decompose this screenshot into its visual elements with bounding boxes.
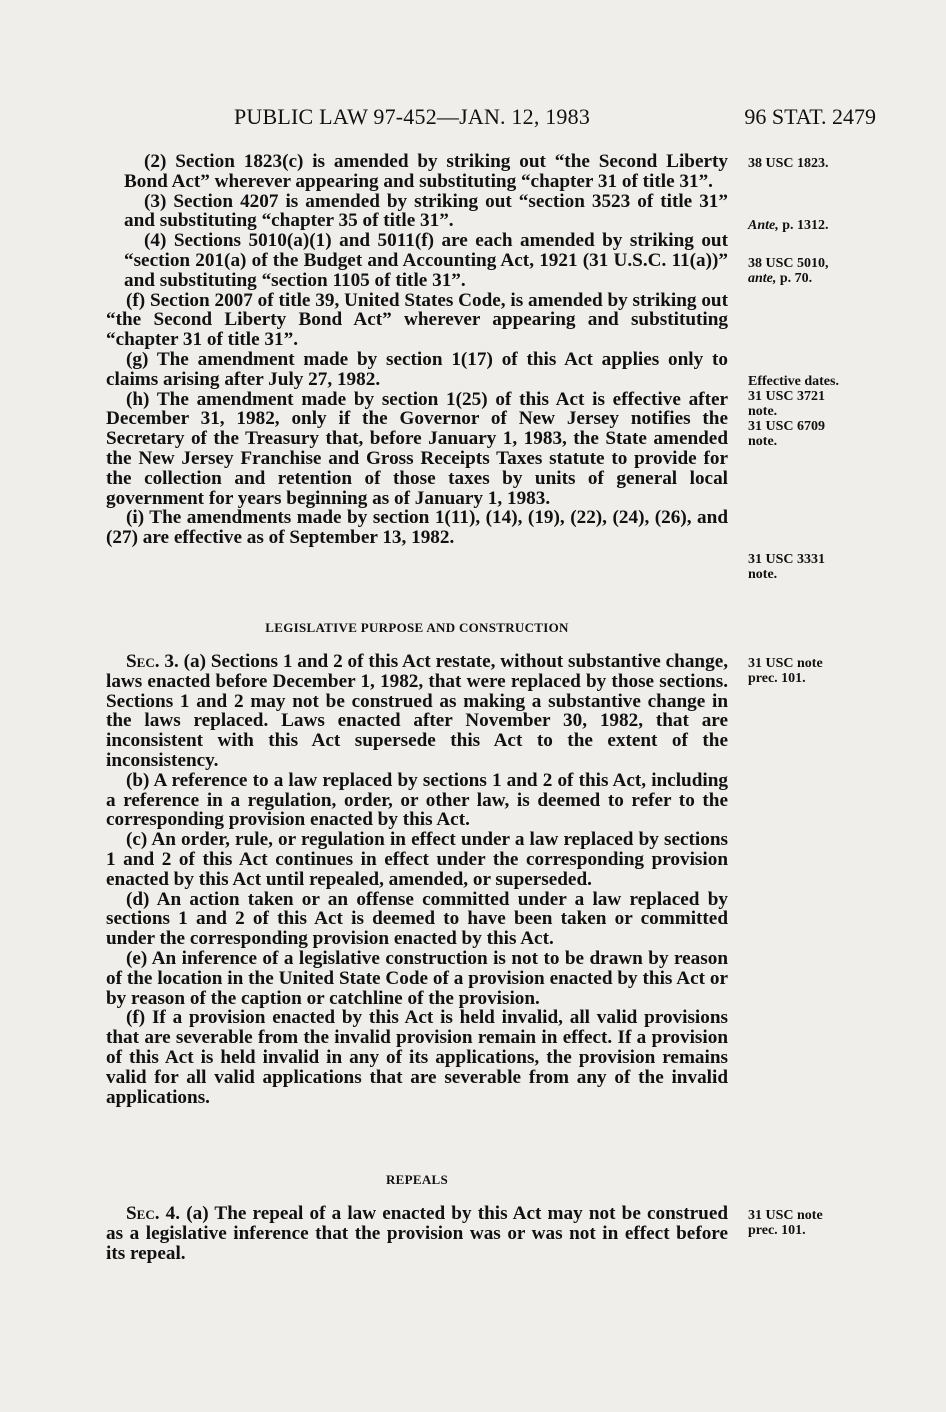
margin-note-text: prec. 101. <box>748 671 806 686</box>
section-3-a <box>106 652 728 771</box>
section-3-d: (d) An action taken or an offense committed under a law replaced by sections 1 and 2 of this Act is deemed to have been taken or committed under the corresponding provision enacted by this Act. <box>106 888 728 950</box>
body-text-section-3 <box>106 652 728 1107</box>
body-text-upper <box>106 152 728 548</box>
margin-note-text: 38 USC 5010, <box>748 256 829 271</box>
section-3-b: (b) A reference to a law replaced by sections 1 and 2 of this Act, including a reference in a regulation, order, or other law, is deemed to refer to the corresponding provision enacted by this Act. <box>106 769 728 831</box>
page-header <box>106 104 876 134</box>
margin-note-text: note. <box>748 434 778 449</box>
margin-note-ante-1312 <box>748 218 829 233</box>
margin-note-31-usc-3331 <box>748 552 825 582</box>
header-title: PUBLIC LAW 97-452—JAN. 12, 1983 <box>234 104 591 129</box>
body-text-section-4 <box>106 1204 728 1263</box>
margin-note-text: note. <box>748 567 778 582</box>
margin-note-ante: ante, <box>748 271 777 286</box>
section-3-a-text: (a) Sections 1 and 2 of this Act restate, without substantive change, laws enacted before December 1, 1982, that were replaced by those sections. Sections 1 and 2 may not be construed as making a substantive change in the laws replaced. Laws enacted after November 30, 1982, that are inconsistent with this Act supersede this Act to the extent of the inconsistency. <box>106 651 729 771</box>
subsection-h: (h) The amendment made by section 1(25) of this Act is effective after December 31, 1982, only if the Governor of New Jersey notifies the Secretary of the Treasury that, before January 1, 1983, the State amended the New Jersey Franchise and Gross Receipts Taxes statute to provide for the collection and retention of those taxes by units of general local government for years beginning as of January 1, 1983. <box>106 388 728 509</box>
margin-note-text: 38 USC 1823. <box>748 156 829 171</box>
margin-note-text: prec. 101. <box>748 1223 806 1238</box>
margin-note-text: 31 USC note <box>748 656 823 671</box>
margin-note-38-usc-1823 <box>748 156 829 171</box>
subsection-g: (g) The amendment made by section 1(17) of this Act applies only to claims arising after July 27, 1982. <box>106 348 728 390</box>
margin-note-sec-4 <box>748 1208 823 1238</box>
margin-note-sec-3 <box>748 656 823 686</box>
margin-note-effective-dates <box>748 374 839 449</box>
margin-note-text: Effective dates. <box>748 374 839 389</box>
paragraph-3: (3) Section 4207 is amended by striking out “section 3523 of title 31” and substituting “chapter 35 of title 31”. <box>124 190 728 232</box>
section-3-label: Sec. 3. <box>126 651 179 672</box>
margin-note-text: 31 USC 6709 <box>748 419 826 434</box>
margin-note-ante: Ante, <box>748 218 779 233</box>
margin-note-line <box>748 218 829 233</box>
margin-note-text: 31 USC 3721 <box>748 389 826 404</box>
subsection-i: (i) The amendments made by section 1(11), (14), (19), (22), (24), (26), and (27) are effective as of September 13, 1982. <box>106 507 728 549</box>
margin-note-38-usc-5010 <box>748 256 829 286</box>
margin-note-page: p. 1312. <box>782 218 829 233</box>
section-3-c: (c) An order, rule, or regulation in effect under a law replaced by sections 1 and 2 of this Act continues in effect under the corresponding provision enacted by this Act until repealed, amended, or superseded. <box>106 829 728 890</box>
header-stat-citation: 96 STAT. 2479 <box>744 104 876 129</box>
section-4-a-text: (a) The repeal of a law enacted by this Act may not be construed as a legislative inference that the provision was or was not in effect before its repeal. <box>106 1203 729 1264</box>
margin-note-text: 31 USC note <box>748 1208 823 1223</box>
subsection-f: (f) Section 2007 of title 39, United States Code, is amended by striking out “the Second Liberty Bond Act” wherever appearing and substituting “chapter 31 of title 31”. <box>106 289 728 351</box>
margin-note-line <box>748 271 829 286</box>
section-4-heading: REPEALS <box>385 1172 449 1187</box>
paragraph-4: (4) Sections 5010(a)(1) and 5011(f) are each amended by striking out “section 201(a) of the Budget and Accounting Act, 1921 (31 U.S.C. 11(a))” and substituting “section 1105 of title 31”. <box>124 230 728 291</box>
section-3-e: (e) An inference of a legislative construction is not to be drawn by reason of the location in the United State Code of a provision enacted by this Act or by reason of the caption or catchline of the provision. <box>106 947 728 1009</box>
section-3-f: (f) If a provision enacted by this Act is held invalid, all valid provisions that are severable from the invalid provision remain in effect. If a provision of this Act is held invalid in any of its applications, the provision remains valid for all valid applications that are severable from any of the invalid applications. <box>106 1007 728 1108</box>
margin-note-page: p. 70. <box>779 271 813 286</box>
margin-note-text: 31 USC 3331 <box>748 552 826 567</box>
section-4-label: Sec. 4. <box>126 1203 181 1224</box>
paragraph-2: (2) Section 1823(c) is amended by striking out “the Second Liberty Bond Act” wherever appearing and substituting “chapter 31 of title 31”. <box>124 151 728 192</box>
margin-note-text: note. <box>748 404 778 419</box>
section-4-a <box>106 1204 728 1263</box>
section-3-heading: LEGISLATIVE PURPOSE AND CONSTRUCTION <box>265 620 569 635</box>
